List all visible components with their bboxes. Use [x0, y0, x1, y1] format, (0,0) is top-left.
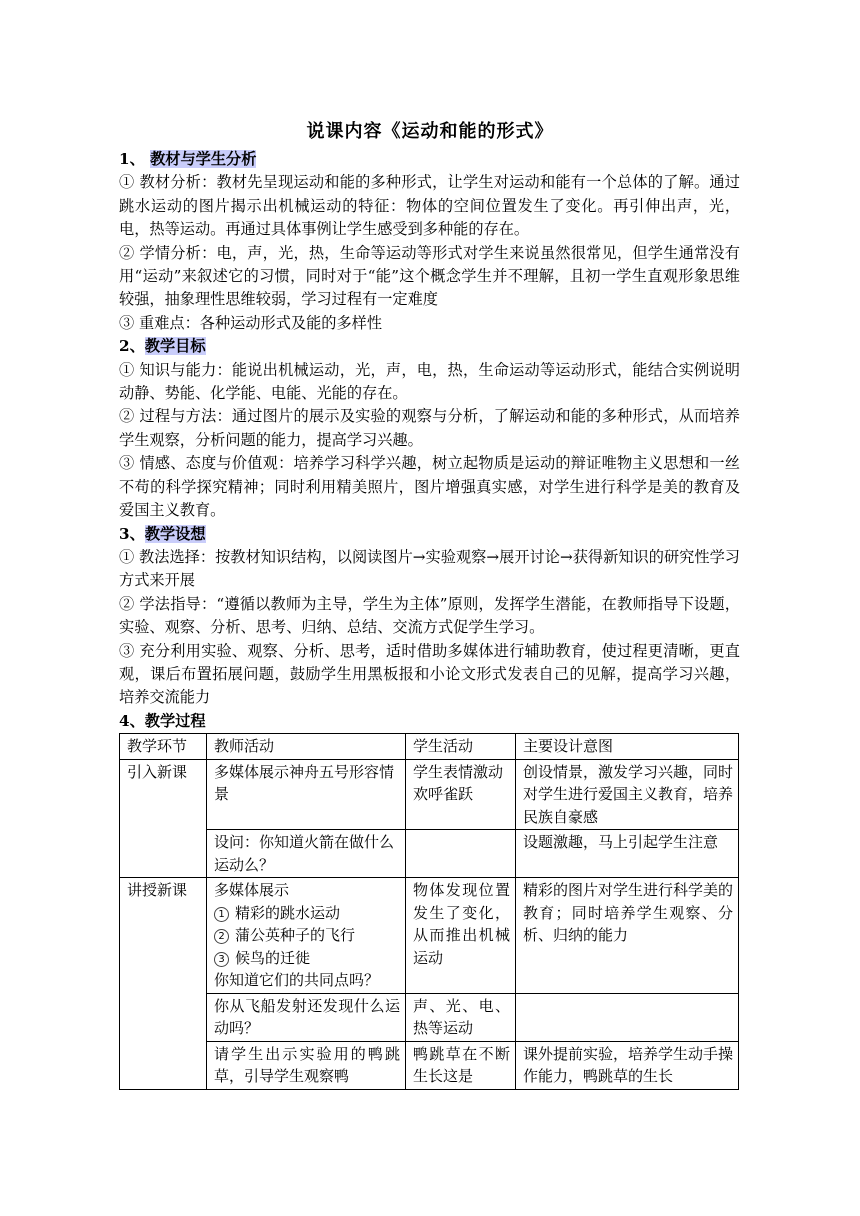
table-row	[120, 1041, 739, 1089]
student-activity-cell: 物体发现位置发生了变化，从而推出机械运动	[406, 878, 516, 994]
teacher-activity-cell: 多媒体展示神舟五号形容情景	[207, 759, 406, 830]
table-header-cell: 主要设计意图	[516, 734, 739, 760]
circled-number-icon: 3	[214, 952, 229, 967]
paragraph: ③ 充分利用实验、观察、分析、思考，适时借助多媒体进行辅助教育，使过程更清晰，更直观，课后布置拓展问题，鼓励学生用黑板报和小论文形式发表自己的见解，提高学习兴趣，培养交流能力	[119, 641, 740, 707]
list-item	[214, 924, 400, 947]
circled-number-icon: 1	[214, 907, 229, 922]
teacher-activity-cell: 设问：你知道火箭在做什么运动么？	[207, 830, 406, 878]
section-heading	[119, 523, 740, 546]
student-activity-line: 欢呼雀跃	[413, 785, 474, 804]
design-intent-cell: 创设情景，激发学习兴趣，同时对学生进行爱国主义教育，培养民族自豪感	[516, 759, 739, 830]
student-activity-cell	[406, 830, 516, 878]
circled-number-icon: 2	[214, 929, 229, 944]
teacher-activity-cell: 请学生出示实验用的鸭跳草，引导学生观察鸭	[207, 1041, 406, 1089]
table-header-cell: 学生活动	[406, 734, 516, 760]
paragraph: ② 学法指导：“遵循以教师为主导，学生为主体”原则，发挥学生潜能，在教师指导下设题，实验、观察、分析、思考、归纳、总结、交流方式促学生学习。	[119, 594, 740, 637]
paragraph: ① 教材分析：教材先呈现运动和能的多种形式，让学生对运动和能有一个总体的了解。通过跳水运动的图片揭示出机械运动的特征：物体的空间位置发生了变化。再引伸出声，光，电，热等运动。再通过具体事例让学生感受到多种能的存在。	[119, 173, 740, 239]
design-intent-cell: 精彩的图片对学生进行科学美的教育；同时培养学生观察、分析、归纳的能力	[516, 878, 739, 994]
paragraph: ① 知识与能力：能说出机械运动，光，声，电，热，生命运动等运动形式，能结合实例说明动静、势能、化学能、电能、光能的存在。	[119, 360, 740, 403]
table-header-cell: 教师活动	[207, 734, 406, 760]
student-activity-cell: 声、光、电、热等运动	[406, 993, 516, 1041]
student-activity-cell: 鸭跳草在不断生长这是	[406, 1041, 516, 1089]
section-heading	[119, 148, 740, 171]
teaching-process-table	[119, 733, 739, 1090]
student-activity-cell	[406, 759, 516, 830]
section-heading	[119, 335, 740, 358]
section-number: 1、	[119, 150, 145, 168]
paragraph: ③ 情感、态度与价值观：培养学习科学兴趣，树立起物质是运动的辩证唯物主义思想和一丝不苟的科学探究精神；同时利用精美照片，图片增强真实感，对学生进行科学是美的教育及爱国主义教育。	[119, 454, 740, 520]
table-row	[120, 878, 739, 994]
teacher-activity-cell: 你从飞船发射还发现什么运动吗？	[207, 993, 406, 1041]
paragraph: ③ 重难点：各种运动形式及能的多样性	[119, 313, 383, 332]
paragraph: ② 过程与方法：通过图片的展示及实验的观察与分析，了解运动和能的多种形式，从而培养学生观察，分析问题的能力，提高学习兴趣。	[119, 407, 740, 449]
design-intent-cell	[516, 993, 739, 1041]
teacher-activity-line: 你知道它们的共同点吗？	[214, 971, 380, 990]
stage-cell: 讲授新课	[120, 878, 207, 1090]
section-heading-text: 教材与学生分析	[150, 150, 257, 168]
list-item	[214, 902, 400, 925]
teacher-activity-cell	[207, 878, 406, 994]
table-header-cell: 教学环节	[120, 734, 207, 760]
list-item-text: 候鸟的迁徙	[235, 948, 311, 967]
design-intent-cell: 课外提前实验，培养学生动手操作能力，鸭跳草的生长	[516, 1041, 739, 1089]
list-item-text: 蒲公英种子的飞行	[235, 926, 356, 945]
stage-cell: 引入新课	[120, 759, 207, 878]
paragraph: ① 教法选择：按教材知识结构，以阅读图片→实验观察→展开讨论→获得新知识的研究性学习方式来开展	[119, 547, 740, 590]
table-row	[120, 759, 739, 830]
table-row	[120, 830, 739, 878]
paragraph: ② 学情分析：电，声，光，热，生命等运动等形式对学生来说虽然很常见，但学生通常没有用“运动”来叙述它的习惯，同时对于“能”这个概念学生并不理解，且初一学生直观形象思维较强，抽象理性思维较弱，学习过程有一定难度	[119, 243, 740, 309]
section-heading: 4、教学过程	[119, 711, 206, 730]
section-heading-text: 教学设想	[144, 524, 206, 543]
list-item	[214, 947, 400, 970]
list-item-text: 精彩的跳水运动	[235, 903, 341, 922]
page-title: 说课内容《运动和能的形式》	[306, 121, 554, 142]
document-body	[119, 148, 740, 1090]
student-activity-line: 学生表情激动	[413, 762, 504, 781]
teacher-activity-line: 多媒体展示	[214, 881, 290, 900]
section-number: 2、	[119, 337, 145, 356]
table-row	[120, 993, 739, 1041]
design-intent-cell: 设题激趣，马上引起学生注意	[516, 830, 739, 878]
table-header-row	[120, 734, 739, 760]
section-number: 3、	[119, 524, 145, 543]
section-heading-text: 教学目标	[144, 337, 206, 356]
